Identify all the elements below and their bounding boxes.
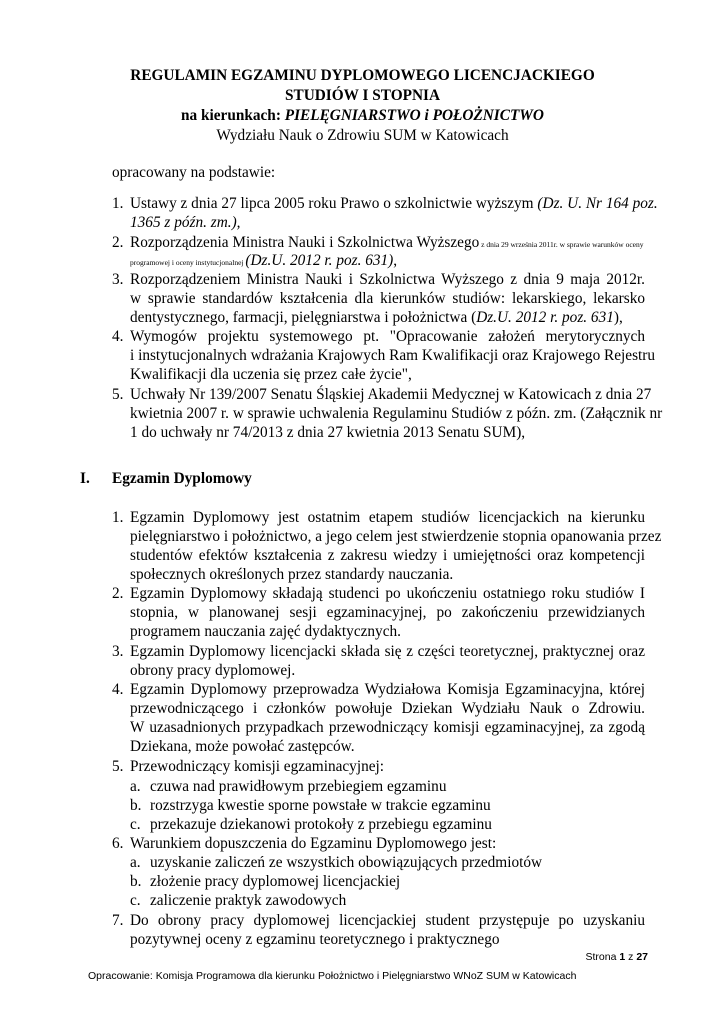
majors-prefix: na kierunkach:: [181, 107, 285, 124]
basis-text: dentystycznego, farmacji, pielęgniarstwa i położnictwa (: [130, 309, 477, 326]
sub-letter: c.: [130, 816, 141, 833]
basis-text: Rozporządzenia Ministra Nauki i Szkolnictwa Wyższego: [130, 234, 480, 251]
rule-line: programem nauczania zajęć dydaktycznych.: [130, 623, 401, 640]
basis-citation: Dz.U. 2012 r. poz. 631: [476, 309, 614, 326]
rule-line: stopnia, w planowanej sesji egzaminacyjnej, po zakończeniu przewidzianych: [130, 604, 645, 621]
sub-letter: a.: [130, 854, 141, 871]
document-title-line-2: STUDIÓW I STOPNIA: [284, 87, 440, 104]
basis-citation: 1365 z późn. zm.),: [130, 214, 241, 231]
sub-letter: a.: [130, 778, 141, 795]
sub-item: zaliczenie praktyk zawodowych: [150, 892, 347, 909]
rule-line: Dziekana, może powołać zastępców.: [130, 738, 355, 755]
basis-small-text: programowej i oceny instytucjonalnej: [130, 258, 246, 267]
basis-number: 4.: [112, 328, 124, 345]
rule-line: studentów efektów kształcenia z zakresu wiedzy i umiejętności oraz kompetencji: [130, 547, 645, 564]
basis-item-line: 1 do uchwały nr 74/2013 z dnia 27 kwietnia 2013 Senatu SUM),: [130, 424, 526, 441]
basis-item-line: i instytucjonalnych wdrażania Krajowych Ram Kwalifikacji oraz Krajowego Rejestru: [130, 347, 656, 364]
sub-item: przekazuje dziekanowi protokoły z przebiegu egzaminu: [150, 816, 492, 833]
basis-punct: ,: [393, 252, 398, 269]
rule-line: Warunkiem dopuszczenia do Egzaminu Dyplomowego jest:: [130, 835, 497, 852]
sub-item: złożenie pracy dyplomowej licencjackiej: [150, 873, 401, 890]
section-number: I.: [80, 470, 90, 487]
page-label: Strona: [585, 951, 620, 963]
rule-line: Egzamin Dyplomowy przeprowadza Wydziałowa Komisja Egzaminacyjna, której: [130, 681, 645, 698]
rule-line: Egzamin Dyplomowy jest ostatnim etapem studiów licencjackich na kierunku: [130, 509, 645, 526]
rule-line: W uzasadnionych przypadkach przewodniczący komisji egzaminacyjnej, za zgodą: [130, 719, 645, 736]
sub-item: uzyskanie zaliczeń ze wszystkich obowiązujących przedmiotów: [150, 854, 543, 871]
rule-line: Do obrony pracy dyplomowej licencjackiej student przystępuje po uzyskaniu: [130, 912, 645, 929]
basis-item-line: [130, 194, 658, 213]
page-current: 1: [619, 951, 626, 963]
rule-number: 5.: [112, 758, 124, 775]
basis-item-line: Kwalifikacji dla uczenia się przez całe życie",: [130, 366, 412, 383]
document-title-line-1: REGULAMIN EGZAMINU DYPLOMOWEGO LICENCJACKIEGO: [130, 67, 595, 84]
basis-item-line: [130, 308, 623, 327]
basis-item-line: Rozporządzeniem Ministra Nauki i Szkolnictwa Wyższego z dnia 9 maja 2012r.: [130, 271, 645, 288]
rule-number: 7.: [112, 912, 124, 929]
document-title-line-3: [80, 107, 645, 125]
basis-text: Ustawy z dnia 27 lipca 2005 roku Prawo o szkolnictwie wyższym: [130, 195, 538, 212]
rule-number: 6.: [112, 835, 124, 852]
basis-number: 5.: [112, 386, 124, 403]
sub-letter: b.: [130, 797, 142, 814]
sub-item: czuwa nad prawidłowym przebiegiem egzaminu: [150, 778, 447, 795]
rule-number: 3.: [112, 643, 124, 660]
intro-text: opracowany na podstawie:: [112, 164, 276, 181]
rule-line: obrony pracy dyplomowej.: [130, 662, 296, 679]
rule-line: pozytywnej oceny z egzaminu teoretycznego i praktycznego: [130, 931, 500, 948]
page-total: 27: [636, 951, 648, 963]
basis-item-line: Uchwały Nr 139/2007 Senatu Śląskiej Akademii Medycznej w Katowicach z dnia 27: [130, 386, 652, 403]
rule-line: Przewodniczący komisji egzaminacyjnej:: [130, 758, 385, 775]
basis-punct: ),: [613, 309, 623, 326]
rule-line: społecznych określonych przez standardy nauczania.: [130, 566, 454, 583]
basis-number: 3.: [112, 271, 124, 288]
footer-credit: Opracowanie: Komisja Programowa dla kierunku Położnictwo i Pielęgniarstwo WNoZ SUM w Katowicach: [88, 970, 577, 982]
basis-item-line: [130, 251, 397, 272]
rule-line: Egzamin Dyplomowy składają studenci po ukończeniu ostatniego roku studiów I: [130, 585, 645, 602]
section-heading: Egzamin Dyplomowy: [112, 470, 252, 487]
sub-item: rozstrzyga kwestie sporne powstałe w trakcie egzaminu: [150, 797, 491, 814]
rule-number: 1.: [112, 509, 124, 526]
basis-citation: (Dz. U. Nr 164 poz.: [537, 195, 658, 212]
basis-item-line: w sprawie standardów kształcenia dla kierunków studiów: lekarskiego, lekarsko: [130, 290, 645, 307]
basis-item-line: kwietnia 2007 r. w sprawie uchwalenia Regulaminu Studiów z późn. zm. (Załącznik nr: [130, 405, 663, 422]
page-number: [586, 951, 648, 963]
faculty-name: Wydziału Nauk o Zdrowiu SUM w Katowicach: [216, 127, 509, 144]
basis-small-text: z dnia 29 września 2011r. w sprawie warunków oceny: [479, 240, 644, 249]
rule-line: pielęgniarstwo i położnictwo, a jego celem jest stwierdzenie stopnia opanowania przez: [130, 528, 662, 545]
basis-item-line: Wymogów projektu systemowego pt. "Opracowanie założeń merytorycznych: [130, 328, 645, 345]
basis-number: 1.: [112, 195, 124, 212]
rule-number: 4.: [112, 681, 124, 698]
majors-names: PIELĘGNIARSTWO i POŁOŻNICTWO: [284, 107, 544, 124]
sub-letter: b.: [130, 873, 142, 890]
basis-citation: (Dz.U. 2012 r. poz. 631): [245, 252, 394, 269]
basis-number: 2.: [112, 234, 124, 251]
rule-line: przewodniczącego i członków powołuje Dziekan Wydziału Nauk o Zdrowiu.: [130, 700, 645, 717]
page-separator: z: [625, 951, 637, 963]
rule-line: Egzamin Dyplomowy licencjacki składa się z części teoretycznej, praktycznej oraz: [130, 643, 645, 660]
rule-number: 2.: [112, 585, 124, 602]
sub-letter: c.: [130, 892, 141, 909]
